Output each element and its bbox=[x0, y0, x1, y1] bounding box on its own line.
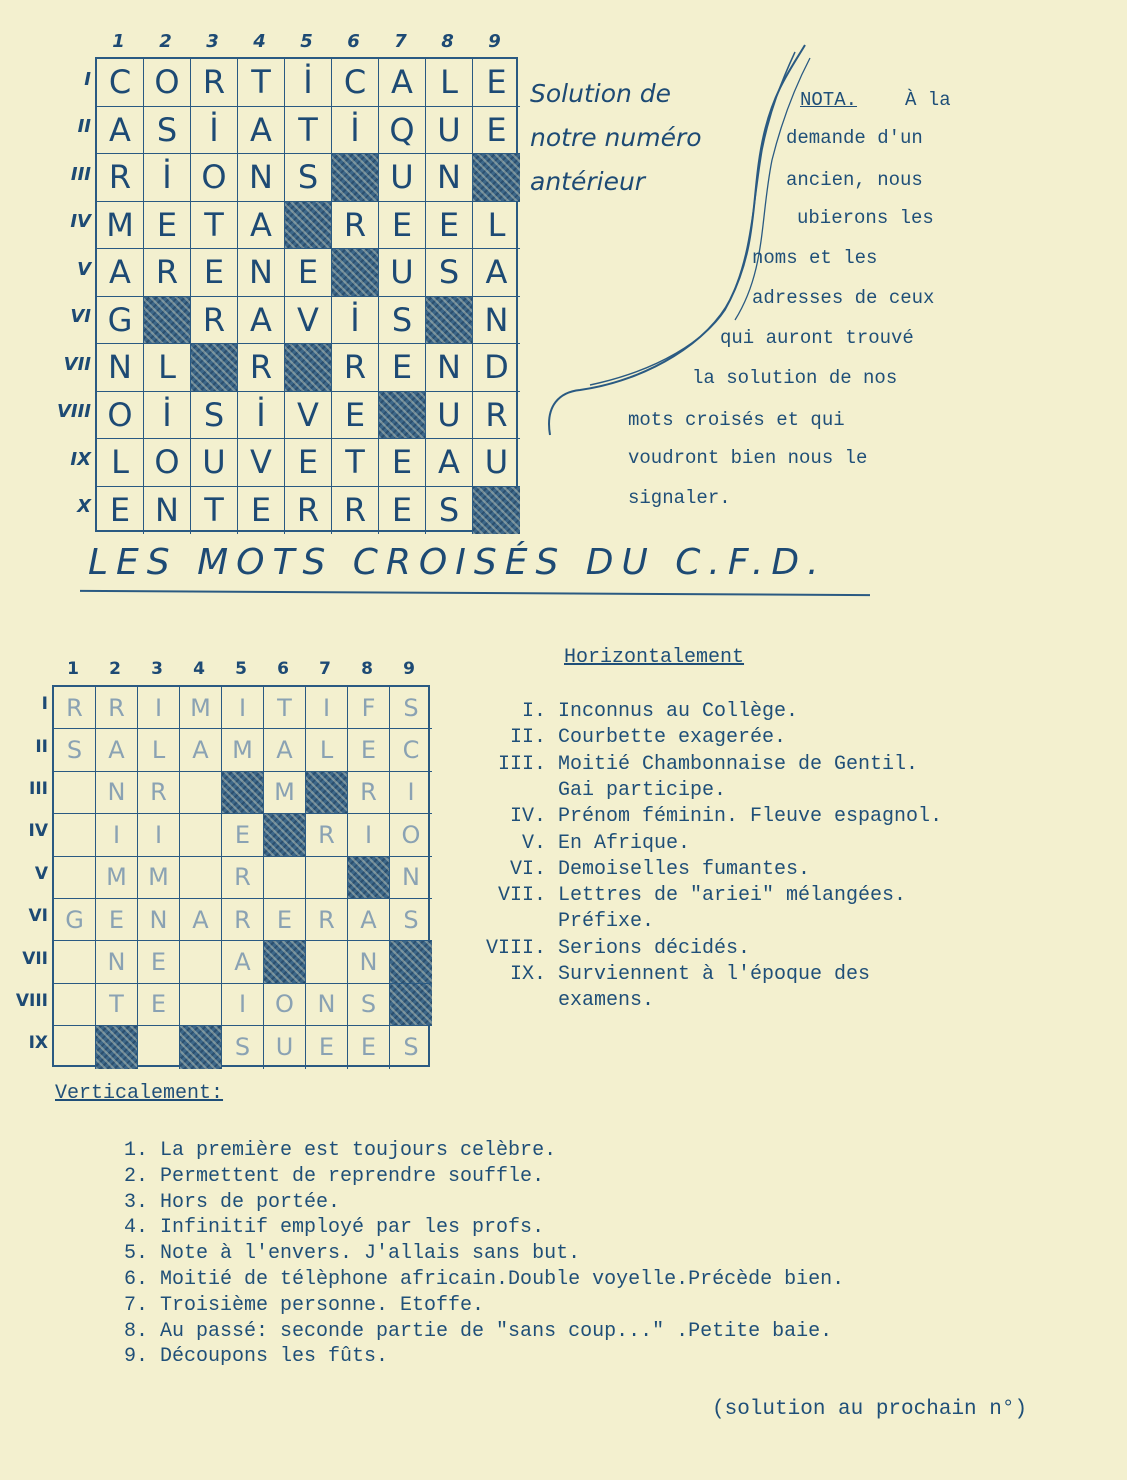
puzzle-grid-cell: R bbox=[222, 857, 264, 899]
nota-line: demande d'un bbox=[786, 127, 923, 149]
solution-grid-cell: R bbox=[97, 154, 144, 202]
puzzle-grid-col-number: 1 bbox=[67, 659, 79, 679]
horizontal-clue bbox=[470, 883, 906, 909]
horizontal-clue-number: VIII. bbox=[485, 936, 546, 960]
solution-grid-cell bbox=[332, 249, 379, 297]
solution-grid-cell: U bbox=[379, 249, 426, 297]
puzzle-grid-col-number: 7 bbox=[319, 659, 331, 679]
vertical-clue bbox=[110, 1164, 544, 1190]
solution-grid-cell: S bbox=[426, 487, 473, 535]
vertical-clue bbox=[110, 1138, 556, 1164]
vertical-clue-text: Au passé: seconde partie de "sans coup..." .Petite baie. bbox=[148, 1319, 833, 1343]
solution-grid-cell: İ bbox=[191, 107, 238, 155]
puzzle-grid-row-number: IV bbox=[28, 821, 48, 842]
puzzle-grid-cell: R bbox=[306, 814, 348, 856]
puzzle-grid-cell: S bbox=[390, 899, 432, 941]
puzzle-grid-cell: R bbox=[348, 772, 390, 814]
puzzle-grid-cell: N bbox=[348, 941, 390, 983]
solution-grid-col-number: 1 bbox=[112, 31, 125, 52]
vertical-clue bbox=[110, 1344, 388, 1370]
puzzle-grid-cell bbox=[54, 941, 96, 983]
solution-grid-cell bbox=[285, 202, 332, 250]
puzzle-grid-cell bbox=[264, 857, 306, 899]
solution-grid-cell: E bbox=[285, 249, 332, 297]
puzzle-grid-cell: S bbox=[403, 1033, 419, 1062]
horizontal-clue-text: Inconnus au Collège. bbox=[546, 700, 799, 723]
solution-grid-row-number: I bbox=[84, 68, 91, 90]
horizontal-clue bbox=[470, 831, 690, 857]
solution-grid-row-number: VI bbox=[70, 306, 91, 328]
puzzle-grid-cell: E bbox=[306, 1026, 348, 1068]
horizontal-clue-text: Prénom féminin. Fleuve espagnol. bbox=[546, 805, 943, 829]
solution-grid-cell: C bbox=[97, 59, 144, 107]
solution-grid-cell: U bbox=[191, 439, 238, 487]
puzzle-grid-cell: T bbox=[264, 687, 306, 729]
solution-grid-cell bbox=[426, 297, 473, 345]
puzzle-grid-row-number: III bbox=[29, 779, 48, 799]
solution-grid-cell: A bbox=[473, 249, 520, 297]
solution-grid-cell: E bbox=[285, 439, 332, 487]
puzzle-grid-cell bbox=[54, 1026, 96, 1068]
puzzle-grid-cell: I bbox=[138, 687, 180, 729]
vertical-clue bbox=[110, 1293, 484, 1319]
vertical-clue-number: 1. bbox=[123, 1139, 148, 1162]
horizontal-clue bbox=[470, 725, 786, 751]
horizontal-clue-text: examens. bbox=[546, 989, 655, 1013]
vertical-clue bbox=[110, 1319, 832, 1345]
horizontal-clue-text: Préfixe. bbox=[546, 910, 655, 934]
solution-grid-cell: A bbox=[238, 107, 285, 155]
horizontal-clue bbox=[470, 699, 798, 725]
vertical-clue-number: 5. bbox=[123, 1242, 148, 1266]
solution-grid-cell: S bbox=[191, 392, 238, 440]
horizontal-clue-number: IV. bbox=[509, 805, 546, 829]
solution-grid-cell: T bbox=[332, 439, 379, 487]
vertical-clue-text: Troisième personne. Etoffe. bbox=[148, 1293, 485, 1317]
puzzle-grid-cell: C bbox=[390, 729, 432, 771]
puzzle-grid-cell: N bbox=[96, 941, 138, 983]
nota-line: ancien, nous bbox=[786, 169, 923, 191]
solution-grid-row-number: V bbox=[77, 258, 91, 280]
puzzle-grid-col-number: 5 bbox=[235, 659, 247, 679]
puzzle-grid-cell: T bbox=[96, 984, 138, 1026]
solution-grid-cell: N bbox=[238, 154, 285, 202]
solution-grid-row-number: IX bbox=[70, 448, 91, 470]
vertical-clue-number: 6. bbox=[123, 1268, 148, 1291]
nota-line: adresses de ceux bbox=[752, 287, 935, 309]
solution-grid-cell: V bbox=[285, 392, 332, 440]
puzzle-grid-cell: R bbox=[222, 899, 264, 941]
puzzle-grid-cell: U bbox=[264, 1026, 306, 1068]
vertical-clue bbox=[110, 1215, 544, 1241]
solution-grid-cell bbox=[285, 344, 332, 392]
puzzle-grid-cell: A bbox=[180, 729, 222, 771]
puzzle-grid-cell bbox=[180, 772, 222, 814]
solution-grid-row-number: II bbox=[77, 116, 91, 138]
puzzle-grid-cell bbox=[348, 857, 390, 899]
puzzle-grid-cell bbox=[54, 857, 96, 899]
puzzle-grid-cell: I bbox=[390, 772, 432, 814]
horizontal-clue-text: Moitié Chambonnaise de Gentil. bbox=[546, 752, 919, 776]
horizontal-clue-text: Demoiselles fumantes. bbox=[546, 857, 811, 881]
puzzle-grid-cell: S bbox=[54, 729, 96, 771]
horizontal-clue-text: Serions décidés. bbox=[546, 936, 751, 960]
nota-line: signaler. bbox=[628, 487, 731, 509]
solution-grid-cell: R bbox=[285, 487, 332, 535]
solution-grid-cell: O bbox=[144, 59, 191, 107]
solution-grid-cell: U bbox=[473, 439, 520, 487]
puzzle-grid-cell: A bbox=[96, 729, 138, 771]
solution-grid-cell: N bbox=[144, 487, 191, 535]
horizontal-clue-number: III. bbox=[497, 752, 546, 776]
solution-grid-col-number: 3 bbox=[206, 31, 219, 52]
puzzle-grid bbox=[52, 685, 430, 1067]
solution-grid-cell: E bbox=[426, 202, 473, 250]
puzzle-grid-cell: L bbox=[138, 729, 180, 771]
solution-grid-cell: İ bbox=[332, 297, 379, 345]
vertical-clue-text: Infinitif employé par les profs. bbox=[148, 1216, 545, 1240]
puzzle-grid-row-number: VII bbox=[22, 948, 48, 969]
puzzle-grid-cell: S bbox=[390, 687, 432, 729]
solution-grid-cell: A bbox=[238, 202, 285, 250]
puzzle-grid-cell: A bbox=[348, 899, 390, 941]
solution-grid-cell: N bbox=[238, 249, 285, 297]
puzzle-grid-cell: A bbox=[264, 729, 306, 771]
solution-grid bbox=[95, 57, 518, 532]
puzzle-grid-cell bbox=[180, 941, 222, 983]
solution-grid-cell: S bbox=[285, 154, 332, 202]
vertical-clue bbox=[110, 1241, 580, 1267]
puzzle-grid-cell bbox=[390, 984, 432, 1026]
puzzle-grid-cell: N bbox=[138, 899, 180, 941]
vertical-clue-text: Note à l'envers. J'allais sans but. bbox=[148, 1242, 581, 1266]
puzzle-grid-cell: E bbox=[96, 899, 138, 941]
solution-grid-row-number: X bbox=[77, 496, 91, 518]
puzzle-grid-cell: O bbox=[390, 814, 432, 856]
puzzle-grid-cell: M bbox=[96, 857, 138, 899]
solution-grid-row-number: III bbox=[70, 163, 91, 185]
puzzle-grid-cell bbox=[222, 772, 264, 814]
nota-line: qui auront trouvé bbox=[720, 327, 914, 349]
solution-grid-cell: N bbox=[426, 154, 473, 202]
solution-grid-cell: S bbox=[144, 107, 191, 155]
puzzle-grid-cell bbox=[54, 814, 96, 856]
vertical-clue bbox=[110, 1267, 844, 1293]
solution-grid-cell: D bbox=[473, 344, 520, 392]
horizontal-title: Horizontalement bbox=[564, 646, 745, 669]
horizontal-clue bbox=[470, 936, 750, 962]
vertical-clue-text: Permettent de reprendre souffle. bbox=[148, 1164, 545, 1188]
solution-note: Solution de notre numéro antérieur bbox=[530, 79, 702, 196]
solution-grid-col-number: 5 bbox=[300, 31, 313, 52]
horizontal-clue-text: Gai participe. bbox=[546, 778, 727, 802]
solution-grid-cell: A bbox=[426, 439, 473, 487]
solution-grid-col-number: 4 bbox=[253, 31, 266, 52]
solution-grid-cell: N bbox=[97, 344, 144, 392]
solution-grid-cell: A bbox=[379, 59, 426, 107]
puzzle-grid-cell: L bbox=[306, 729, 348, 771]
horizontal-clue bbox=[470, 804, 942, 830]
puzzle-grid-cell: E bbox=[348, 729, 390, 771]
puzzle-grid-cell bbox=[264, 814, 306, 856]
puzzle-grid-cell bbox=[180, 857, 222, 899]
solution-grid-cell: R bbox=[191, 297, 238, 345]
title-underline bbox=[80, 590, 870, 596]
puzzle-grid-cell: M bbox=[264, 772, 306, 814]
solution-grid-cell: A bbox=[97, 107, 144, 155]
solution-grid-row-number: IV bbox=[70, 211, 91, 233]
puzzle-grid-row-number: VI bbox=[28, 906, 48, 927]
puzzle-grid-col-number: 3 bbox=[151, 659, 163, 679]
vertical-clue-text: Hors de portée. bbox=[148, 1190, 341, 1214]
solution-grid-cell: U bbox=[426, 392, 473, 440]
vertical-clue-number: 8. bbox=[123, 1319, 148, 1343]
nota-line: ubierons les bbox=[797, 207, 934, 229]
solution-grid-cell: R bbox=[332, 202, 379, 250]
puzzle-grid-cell: E bbox=[138, 941, 180, 983]
puzzle-grid-cell bbox=[306, 857, 348, 899]
puzzle-grid-cell bbox=[180, 984, 222, 1026]
solution-grid-cell: V bbox=[238, 439, 285, 487]
puzzle-grid-cell bbox=[390, 941, 432, 983]
horizontal-clue bbox=[470, 778, 726, 804]
puzzle-grid-row-number: I bbox=[41, 694, 48, 715]
vertical-clue-number: 4. bbox=[123, 1216, 148, 1240]
solution-grid-cell: E bbox=[191, 249, 238, 297]
puzzle-grid-cell: G bbox=[54, 899, 96, 941]
solution-grid-cell: T bbox=[191, 202, 238, 250]
solution-grid-cell: N bbox=[426, 344, 473, 392]
puzzle-grid-row-number: VIII bbox=[15, 991, 48, 1011]
puzzle-grid-cell: N bbox=[390, 857, 432, 899]
solution-grid-cell: C bbox=[332, 59, 379, 107]
solution-grid-cell: R bbox=[238, 344, 285, 392]
puzzle-grid-cell: E bbox=[264, 899, 306, 941]
solution-grid-cell: İ bbox=[144, 392, 191, 440]
puzzle-grid-col-number: 6 bbox=[277, 659, 289, 679]
main-title: LES MOTS CROISÉS DU C.F.D. bbox=[88, 542, 827, 583]
horizontal-clue-number: VII. bbox=[497, 884, 546, 908]
puzzle-grid-cell: R bbox=[138, 772, 180, 814]
horizontal-clue-text: Lettres de "ariei" mélangées. bbox=[546, 884, 907, 908]
puzzle-grid-cell: M bbox=[138, 857, 180, 899]
solution-grid-cell: E bbox=[379, 344, 426, 392]
puzzle-grid-cell: E bbox=[348, 1026, 390, 1068]
solution-grid-cell bbox=[473, 154, 520, 202]
puzzle-grid-cell bbox=[180, 1026, 222, 1068]
puzzle-grid-cell: I bbox=[138, 814, 180, 856]
solution-grid-cell: R bbox=[191, 59, 238, 107]
puzzle-grid-cell bbox=[96, 1026, 138, 1068]
nota-line: la solution de nos bbox=[692, 367, 898, 389]
solution-grid-cell: L bbox=[97, 439, 144, 487]
solution-grid-cell: E bbox=[238, 487, 285, 535]
vertical-clue-number: 2. bbox=[123, 1164, 148, 1188]
solution-grid-cell: T bbox=[238, 59, 285, 107]
solution-grid-cell: E bbox=[379, 487, 426, 535]
puzzle-grid-cell: A bbox=[222, 941, 264, 983]
solution-grid-cell: T bbox=[285, 107, 332, 155]
horizontal-clue-number: IX. bbox=[509, 963, 546, 986]
solution-grid-cell: O bbox=[191, 154, 238, 202]
footer-note: (solution au prochain n°) bbox=[712, 1398, 1028, 1421]
solution-grid-cell: R bbox=[473, 392, 520, 440]
solution-grid-cell bbox=[144, 297, 191, 345]
horizontal-clue bbox=[470, 857, 810, 883]
solution-grid-cell: R bbox=[144, 249, 191, 297]
solution-grid-cell: S bbox=[426, 249, 473, 297]
solution-grid-cell: E bbox=[379, 202, 426, 250]
nota-line: À la bbox=[905, 89, 951, 111]
puzzle-grid-row-number: II bbox=[35, 736, 48, 757]
puzzle-grid-cell: S bbox=[222, 1026, 264, 1068]
solution-grid-cell bbox=[332, 154, 379, 202]
puzzle-grid-cell bbox=[306, 772, 348, 814]
puzzle-grid-cell: R bbox=[96, 687, 138, 729]
puzzle-grid-cell: I bbox=[348, 814, 390, 856]
solution-grid-cell: U bbox=[379, 154, 426, 202]
solution-grid-col-number: 2 bbox=[159, 31, 172, 52]
puzzle-grid-cell: F bbox=[348, 687, 390, 729]
solution-grid-col-number: 8 bbox=[441, 31, 454, 52]
solution-grid-col-number: 9 bbox=[488, 31, 501, 52]
solution-grid-cell: İ bbox=[332, 107, 379, 155]
horizontal-clue bbox=[470, 962, 870, 988]
vertical-clue-text: Moitié de télèphone africain.Double voyelle.Précède bien. bbox=[148, 1268, 845, 1291]
solution-grid-cell: A bbox=[238, 297, 285, 345]
solution-grid-cell: V bbox=[285, 297, 332, 345]
solution-grid-cell: E bbox=[473, 107, 520, 155]
horizontal-clue bbox=[470, 752, 918, 778]
solution-grid-row-number: VIII bbox=[56, 401, 91, 423]
solution-grid-cell: L bbox=[426, 59, 473, 107]
solution-grid-cell: E bbox=[473, 59, 520, 107]
solution-grid-cell: S bbox=[379, 297, 426, 345]
solution-grid-cell: İ bbox=[144, 154, 191, 202]
puzzle-grid-row-number: V bbox=[34, 863, 48, 884]
vertical-clue-text: La première est toujours celèbre. bbox=[148, 1139, 557, 1162]
puzzle-grid-cell: I bbox=[306, 687, 348, 729]
horizontal-clue-number: VI. bbox=[509, 857, 546, 881]
horizontal-clue-text: Surviennent à l'époque des bbox=[546, 963, 871, 986]
puzzle-grid-cell: R bbox=[306, 899, 348, 941]
solution-grid-col-number: 6 bbox=[347, 31, 360, 52]
puzzle-grid-cell: A bbox=[180, 899, 222, 941]
solution-grid-cell: A bbox=[97, 249, 144, 297]
puzzle-grid-col-number: 8 bbox=[361, 659, 373, 679]
puzzle-grid-row-number: IX bbox=[28, 1033, 48, 1054]
puzzle-grid-cell: S bbox=[348, 984, 390, 1026]
puzzle-grid-col-number: 9 bbox=[403, 659, 415, 679]
vertical-clue-number: 7. bbox=[123, 1293, 148, 1317]
vertical-clue-number: 3. bbox=[123, 1190, 148, 1214]
vertical-clue-text: Découpons les fûts. bbox=[148, 1345, 389, 1369]
nota-line: noms et les bbox=[752, 247, 878, 269]
puzzle-grid-col-number: 4 bbox=[193, 659, 205, 679]
horizontal-clue-number: V. bbox=[521, 831, 546, 855]
solution-grid-cell: O bbox=[97, 392, 144, 440]
solution-grid-cell: R bbox=[332, 487, 379, 535]
puzzle-grid-cell: E bbox=[222, 814, 264, 856]
solution-grid-cell: N bbox=[473, 297, 520, 345]
puzzle-grid-cell: O bbox=[264, 984, 306, 1026]
puzzle-grid-cell: N bbox=[306, 984, 348, 1026]
solution-grid-cell: E bbox=[97, 487, 144, 535]
puzzle-grid-cell: M bbox=[222, 729, 264, 771]
solution-grid-cell: L bbox=[473, 202, 520, 250]
puzzle-grid-cell: E bbox=[138, 984, 180, 1026]
solution-grid-cell: İ bbox=[238, 392, 285, 440]
solution-grid-cell: O bbox=[144, 439, 191, 487]
nota-label: NOTA. bbox=[800, 89, 858, 111]
puzzle-grid-cell: I bbox=[96, 814, 138, 856]
vertical-clue-number: 9. bbox=[123, 1345, 148, 1369]
solution-grid-cell: T bbox=[191, 487, 238, 535]
puzzle-grid-cell: M bbox=[180, 687, 222, 729]
solution-grid-cell: M bbox=[97, 202, 144, 250]
nota-line: voudront bien nous le bbox=[628, 447, 868, 469]
solution-grid-cell bbox=[473, 487, 520, 535]
solution-grid-cell: U bbox=[426, 107, 473, 155]
horizontal-clue-text: Courbette exagerée. bbox=[546, 726, 787, 750]
puzzle-grid-cell: R bbox=[54, 687, 96, 729]
nota-line: mots croisés et qui bbox=[628, 409, 845, 431]
solution-grid-cell: E bbox=[379, 439, 426, 487]
solution-grid-cell: İ bbox=[285, 59, 332, 107]
horizontal-clue-number: II. bbox=[509, 726, 546, 750]
puzzle-grid-cell: N bbox=[96, 772, 138, 814]
solution-grid-col-number: 7 bbox=[394, 31, 407, 52]
puzzle-grid-cell bbox=[54, 984, 96, 1026]
solution-grid-cell: R bbox=[332, 344, 379, 392]
horizontal-clue-number: I. bbox=[521, 700, 546, 723]
solution-grid-cell bbox=[379, 392, 426, 440]
horizontal-clue bbox=[470, 909, 654, 935]
horizontal-clue-text: En Afrique. bbox=[546, 831, 691, 855]
solution-grid-cell bbox=[191, 344, 238, 392]
puzzle-grid-col-number: 2 bbox=[109, 659, 121, 679]
solution-grid-cell: E bbox=[144, 202, 191, 250]
horizontal-clue bbox=[470, 988, 654, 1014]
solution-grid-cell: E bbox=[332, 392, 379, 440]
solution-grid-cell: Q bbox=[379, 107, 426, 155]
vertical-clue bbox=[110, 1190, 340, 1216]
puzzle-grid-cell bbox=[138, 1026, 180, 1068]
puzzle-grid-cell: I bbox=[222, 984, 264, 1026]
solution-grid-row-number: VII bbox=[63, 353, 91, 375]
solution-grid-cell: L bbox=[144, 344, 191, 392]
puzzle-grid-cell bbox=[180, 814, 222, 856]
puzzle-grid-cell bbox=[264, 941, 306, 983]
puzzle-grid-cell bbox=[54, 772, 96, 814]
puzzle-grid-cell: I bbox=[222, 687, 264, 729]
puzzle-grid-cell bbox=[306, 941, 348, 983]
solution-grid-cell: G bbox=[97, 297, 144, 345]
vertical-title: Verticalement: bbox=[55, 1082, 224, 1105]
